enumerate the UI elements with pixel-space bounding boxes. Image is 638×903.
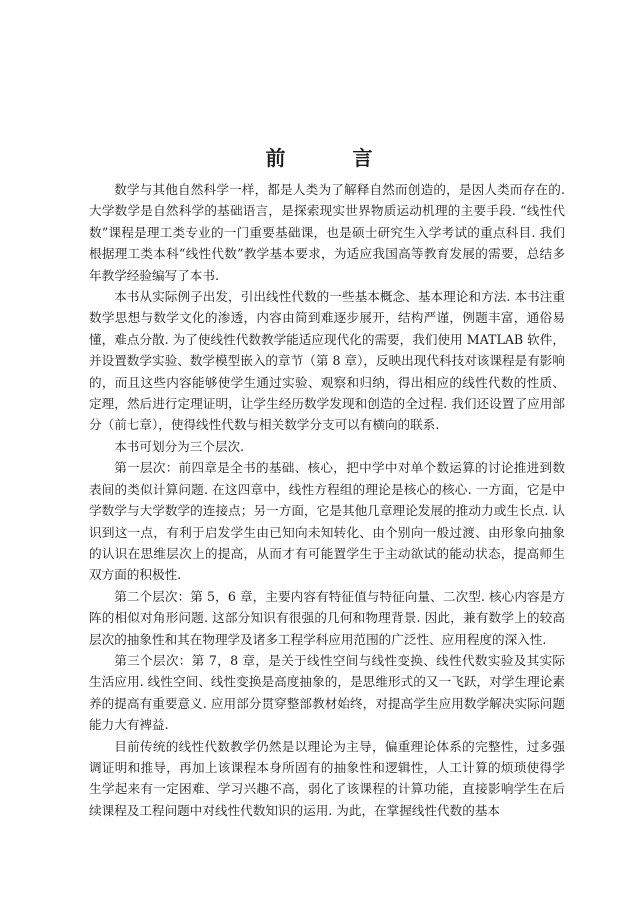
paragraph-level-two: 第二个层次：第 5，6 章，主要内容有特征值与特征向量、二次型. 核心内容是方阵的相似对角形问题. 这部分知识有很强的几何和物理背景. 因此，兼有数学上的较高层次的抽象性和其在物理学及诸多工程学科应用范围的广泛性、应用程度的深入性. [89, 588, 565, 647]
paragraph-three-levels: 本书可划分为三个层次. [114, 438, 245, 454]
paragraph-level-three: 第三个层次：第 7，8 章，是关于线性空间与线性变换、线性代数实验及其实际生活应用. 线性空间、线性变换是高度抽象的，是思维形式的又一飞跃，对学生理论素养的提高有重要意义. 应用部分贯穿整部教材始终，对提高学生应用数学解决实际问题能力大有裨益. [89, 652, 565, 733]
document-body [89, 179, 565, 821]
page-title: 前 言 [265, 146, 403, 170]
paragraph-book-overview: 本书从实际例子出发，引出线性代数的一些基本概念、基本理论和方法. 本书注重数学思想与数学文化的渗透，内容由简到难逐步展开，结构严谨，例题丰富，通俗易懂，难点分散. 为了使线性代数教学能适应现代化的需要，我们使用 MATLAB 软件，并设置数学实验、数学模型嵌入的章节（第 8 章），反映出现代科技对该课程是有影响的，而且这些内容能够使学生通过实验、观察和归纳，得出相应的线性代数的性质、定理，然后进行定理证明，让学生经历数学发现和创造的全过程. 我们还设置了应用部分（前七章），使得线性代数与相关数学分支可以有横向的联系. [89, 289, 565, 433]
paragraph-intro: 数学与其他自然科学一样，都是人类为了解释自然而创造的，是因人类而存在的. 大学数学是自然科学的基础语言，是探索现实世界物质运动机理的主要手段. “线性代数”课程是理工类专业的一门重要基础课，也是硕士研究生入学考试的重点科目. 我们根据理工类本科“线性代数”教学基本要求，为适应我国高等教育发展的需要，总结多年教学经验编写了本书. [89, 182, 565, 283]
paragraph-current-teaching: 目前传统的线性代数教学仍然是以理论为主导，偏重理论体系的完整性，过多强调证明和推导，再加上该课程本身所固有的抽象性和逻辑性，人工计算的烦琐使得学生学起来有一定困难、学习兴趣不高，弱化了该课程的计算功能，直接影响学生在后续课程及工程问题中对线性代数知识的运用. 为此，在掌握线性代数的基本 [89, 738, 565, 818]
paragraph-level-one: 第一层次：前四章是全书的基础、核心，把中学中对单个数运算的讨论推进到数表间的类似计算问题. 在这四章中，线性方程组的理论是核心的核心. 一方面，它是中学数学与大学数学的连接点；另一方面，它是其他几章理论发展的推动力或生长点. 认识到这一点，有利于启发学生由已知向未知转化、由个别向一般过渡、由形象向抽象的认识在思维层次上的提高，从而才有可能置学生于主动欲试的能动状态，提高师生双方面的积极性. [89, 460, 565, 583]
